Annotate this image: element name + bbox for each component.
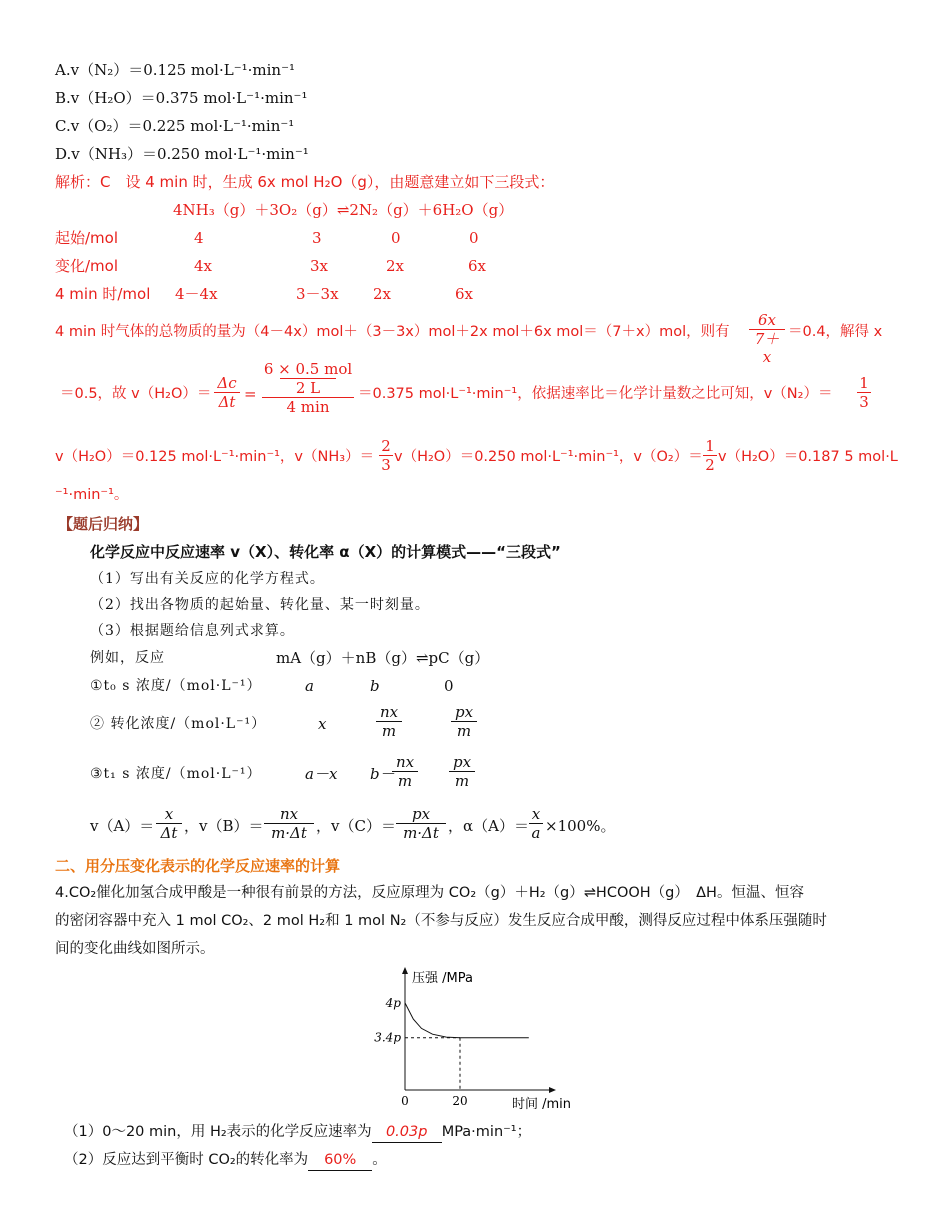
numerator: 1 <box>857 374 871 393</box>
numerator: px <box>451 703 477 722</box>
table-cell: 2x <box>373 285 392 303</box>
formula-alpha: ，α（A）＝ <box>448 817 529 835</box>
fraction-px-m <box>451 703 477 740</box>
denominator: 3 <box>859 393 869 411</box>
fraction-x-a <box>529 805 543 842</box>
fraction-1-3 <box>857 374 871 411</box>
rate-intro: ＝0.5，故 v（H₂O）＝ <box>60 386 212 402</box>
table-cell: 2x <box>386 257 405 275</box>
denominator: a <box>531 824 541 842</box>
answer-blank-1 <box>372 1122 442 1143</box>
outer-denominator: 4 min <box>262 397 354 416</box>
sub-question-1 <box>64 1122 531 1143</box>
numerator: 6x <box>749 311 785 330</box>
option-a: A.v（N₂）＝0.125 mol·L⁻¹·min⁻¹ <box>55 61 296 79</box>
numerator: nx <box>376 703 402 722</box>
table-cell: 4 <box>194 229 204 247</box>
example-label: 例如，反应 <box>90 650 165 666</box>
y-tick-label: 3.4p <box>374 1030 401 1045</box>
fraction-6x-over-7x <box>749 311 785 366</box>
table-row-label: 起始/mol <box>55 229 119 247</box>
row1-cell: a <box>305 677 314 695</box>
rates-text-end: ⁻¹·min⁻¹。 <box>55 487 129 503</box>
table-cell: 3 <box>312 229 322 247</box>
formula-percent: ×100%。 <box>545 817 616 835</box>
summary-step: （2）找出各物质的起始量、转化量、某一时刻量。 <box>90 597 430 613</box>
summary-title: 化学反应中反应速率 v（X）、转化率 α（X）的计算模式——“三段式” <box>90 543 561 561</box>
example-equation: mA（g）＋nB（g）⇌pC（g） <box>276 649 490 667</box>
denominator: m <box>456 722 472 740</box>
table-cell: 0 <box>391 229 401 247</box>
table-row-label: 变化/mol <box>55 257 119 275</box>
x-tick-label: 20 <box>452 1094 468 1108</box>
fraction-nx-mdt <box>264 805 314 842</box>
denominator: m <box>454 772 470 790</box>
row3-a: a－x <box>305 765 338 783</box>
table-cell: 6x <box>468 257 487 275</box>
answer-2: 60% <box>324 1152 357 1168</box>
y-tick-label: 4p <box>385 995 401 1010</box>
formula-vc: ，v（C）＝ <box>316 817 396 835</box>
numerator: px <box>396 805 446 824</box>
table-cell: 0 <box>469 229 479 247</box>
row2-x: x <box>318 715 327 733</box>
section-heading: 二、用分压变化表示的化学反应速率的计算 <box>55 857 341 875</box>
inner-denominator: 2 L <box>280 378 336 397</box>
denominator: m <box>397 772 413 790</box>
table-cell: 4－4x <box>175 285 218 303</box>
row1-cell: 0 <box>444 677 454 695</box>
pressure-curve <box>405 1003 529 1038</box>
denominator: 3 <box>381 456 391 474</box>
row2-label: ② 转化浓度/（mol·L⁻¹） <box>90 716 267 732</box>
rate-result: ＝0.375 mol·L⁻¹·min⁻¹，依据速率比＝化学计量数之比可知，v（N₂）＝ <box>358 386 833 402</box>
fraction-nx-m <box>392 753 418 790</box>
denominator: 2 <box>705 456 715 474</box>
inner-numerator: 6 × 0.5 mol <box>263 360 353 378</box>
numerator: 2 <box>379 437 393 456</box>
row3-label: ③t₁ s 浓度/（mol·L⁻¹） <box>90 766 262 782</box>
sub1-text: （1）0～20 min，用 H₂表示的化学反应速率为 <box>64 1124 372 1140</box>
formula-vb: ，v（B）＝ <box>184 817 264 835</box>
formula-va: v（A）＝ <box>90 817 155 835</box>
denominator: m <box>381 722 397 740</box>
fraction-nx-m <box>376 703 402 740</box>
row1-cell: b <box>370 677 380 695</box>
x-axis-label: 时间 /min <box>512 1097 572 1112</box>
denominator: m·Δt <box>403 824 439 842</box>
denominator: Δt <box>160 824 178 842</box>
analysis-equation: 4NH₃（g）＋3O₂（g）⇌2N₂（g）＋6H₂O（g） <box>173 201 514 219</box>
rates-text-c: v（H₂O）＝0.187 5 mol·L <box>718 449 898 465</box>
numerator: px <box>449 753 475 772</box>
option-c: C.v（O₂）＝0.225 mol·L⁻¹·min⁻¹ <box>55 117 295 135</box>
rates-text-b: v（H₂O）＝0.250 mol·L⁻¹·min⁻¹，v（O₂）＝ <box>394 449 703 465</box>
question-text: 4.CO₂催化加氢合成甲酸是一种很有前景的方法，反应原理为 CO₂（g）＋H₂（g）⇌HCOOH（g） ΔH。恒温、恒容 <box>55 885 804 901</box>
option-d: D.v（NH₃）＝0.250 mol·L⁻¹·min⁻¹ <box>55 145 309 163</box>
rates-text-a: v（H₂O）＝0.125 mol·L⁻¹·min⁻¹，v（NH₃）＝ <box>55 449 375 465</box>
fraction-1-2 <box>703 437 717 474</box>
numerator: x <box>529 805 543 824</box>
x-tick-label: 0 <box>401 1094 409 1108</box>
pressure-time-chart <box>360 962 590 1114</box>
table-cell: 3x <box>310 257 329 275</box>
summary-step: （3）根据题给信息列式求算。 <box>90 623 295 639</box>
numerator: nx <box>264 805 314 824</box>
fraction-dc-dt <box>214 374 240 411</box>
denominator: 7＋x <box>754 330 780 366</box>
row3-b: b－ <box>370 765 395 783</box>
sub1-unit: MPa·min⁻¹； <box>441 1124 532 1140</box>
denominator: m·Δt <box>271 824 307 842</box>
fraction-compound <box>262 360 354 416</box>
numerator: 1 <box>703 437 717 456</box>
summary-step: （1）写出有关反应的化学方程式。 <box>90 571 325 587</box>
question-text: 的密闭容器中充入 1 mol CO₂、2 mol H₂和 1 mol N₂（不参与反应）发生反应合成甲酸，测得反应过程中体系压强随时 <box>55 913 827 929</box>
table-row-label: 4 min 时/mol <box>55 285 151 303</box>
row1-label: ①t₀ s 浓度/（mol·L⁻¹） <box>90 678 262 694</box>
summary-heading: 【题后归纳】 <box>58 515 149 533</box>
question-text: 间的变化曲线如图所示。 <box>55 941 215 957</box>
sub2-text: （2）反应达到平衡时 CO₂的转化率为 <box>64 1152 309 1168</box>
sub2-end: 。 <box>372 1152 387 1168</box>
fraction-px-mdt <box>396 805 446 842</box>
equals-sign: = <box>244 385 257 403</box>
numerator: nx <box>392 753 418 772</box>
analysis-intro: 解析：C 设 4 min 时，生成 6x mol H₂O（g），由题意建立如下三段式： <box>55 173 555 191</box>
table-cell: 3－3x <box>296 285 339 303</box>
answer-1: 0.03p <box>385 1124 428 1140</box>
option-b: B.v（H₂O）＝0.375 mol·L⁻¹·min⁻¹ <box>55 89 308 107</box>
fraction-2-3 <box>379 437 393 474</box>
table-cell: 4x <box>194 257 213 275</box>
total-moles-result: ＝0.4，解得 x <box>788 324 883 340</box>
numerator: Δc <box>214 374 240 393</box>
fraction-px-m <box>449 753 475 790</box>
numerator: x <box>156 805 182 824</box>
answer-blank-2 <box>308 1150 372 1171</box>
total-moles-text: 4 min 时气体的总物质的量为（4－4x）mol＋（3－3x）mol＋2x mol＋6x mol＝（7＋x）mol，则有 <box>55 324 730 340</box>
denominator: Δt <box>218 393 236 411</box>
y-axis-label: 压强 /MPa <box>412 971 473 986</box>
table-cell: 6x <box>455 285 474 303</box>
sub-question-2 <box>64 1150 387 1171</box>
fraction-x-dt <box>156 805 182 842</box>
